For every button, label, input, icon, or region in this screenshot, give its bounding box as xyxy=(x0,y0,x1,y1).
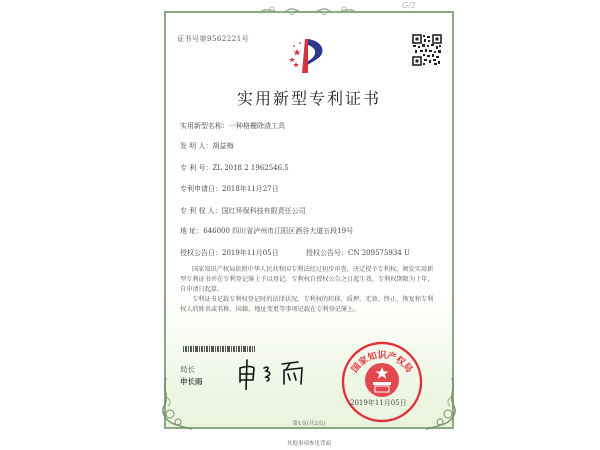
director-title: 局长 xyxy=(180,365,195,374)
legal-paragraph-1: 国家知识产权局依照中华人民共和国专利法经过初步审查，决定授予专利权，颁发实用新型专利证书并在专利登记簿上予以登记。专利权自授权公告之日起生效。专利权期限为十年，自申请日起算。 xyxy=(180,266,434,293)
field-grant-date xyxy=(180,248,279,258)
top-ornament-icon xyxy=(258,3,358,19)
field-value: 胡益梅 xyxy=(212,142,234,150)
footnote: 其他事项参见背面 xyxy=(286,441,331,447)
seal-text: 国家知识产权局 xyxy=(350,351,414,375)
field-value: 一种格栅除渣工具 xyxy=(229,122,285,130)
director-name: 申长雨 xyxy=(180,377,203,386)
field-label: 专 利 号： xyxy=(180,164,213,172)
field-value: 646000 四川省泸州市江阳区酒谷大道五段19号 xyxy=(203,227,354,235)
certificate-title: 实用新型专利证书 xyxy=(236,89,381,108)
signature-icon xyxy=(236,356,316,390)
field-label: 地 址： xyxy=(180,227,204,235)
field-label: 授权公告日： xyxy=(180,249,222,257)
seal-date: 2019年11月05日 xyxy=(350,399,407,407)
field-patent-number xyxy=(180,163,289,173)
field-announcement-number xyxy=(306,248,410,258)
certificate-number: 证书号第9562221号 xyxy=(177,35,250,43)
field-value: 国红环保科技有限责任公司 xyxy=(221,207,306,215)
field-value: 2019年11月05日 xyxy=(222,249,279,257)
official-seal-icon xyxy=(340,340,424,424)
field-label: 专 利 权 人： xyxy=(180,207,222,215)
cnipa-logo-icon xyxy=(283,35,333,75)
field-application-date xyxy=(180,184,279,194)
qr-code-icon xyxy=(412,34,442,66)
field-label: 发 明 人： xyxy=(180,142,213,150)
field-label: 实用新型名称： xyxy=(180,122,229,130)
field-value: ZL 2018 2 1962546.5 xyxy=(212,164,289,172)
field-value: 2018年11月27日 xyxy=(222,185,279,193)
field-label: 专利申请日： xyxy=(180,185,222,193)
field-value: CN 209575934 U xyxy=(348,249,410,257)
handwritten-mark: G/2 xyxy=(402,1,416,10)
page-number: 第1页(共2页) xyxy=(292,421,326,427)
field-label: 授权公告号： xyxy=(306,249,348,257)
field-inventor xyxy=(180,141,233,151)
field-patentee xyxy=(180,206,306,216)
barcode-icon xyxy=(183,346,255,352)
field-utility-model-name xyxy=(180,121,285,131)
legal-paragraph-2: 专利证书记载专利权登记时的法律状况。专利权的转移、质押、无效、终止、恢复和专利权人的姓名或名称、国籍、地址变更等事项记载在专利登记簿上。 xyxy=(180,296,434,313)
field-address xyxy=(180,226,353,236)
